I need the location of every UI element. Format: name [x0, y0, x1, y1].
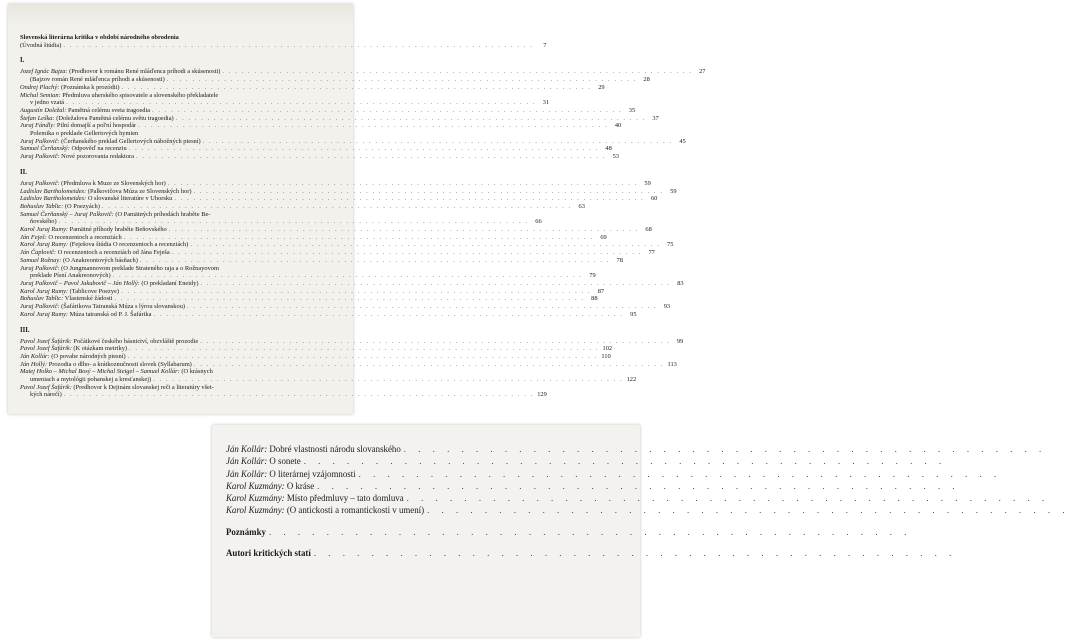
dot-leader [64, 391, 534, 399]
entry-title: Pamětná celému sveta tragoedia [66, 106, 151, 114]
entry-page-number: 53 [612, 153, 619, 161]
dot-leader [359, 468, 1001, 480]
dot-leader [427, 504, 1069, 516]
intro-page-number: 7 [543, 41, 547, 49]
entry-title: (Čerňanského preklad Gellertových nábožných piesní) [59, 137, 201, 145]
toc-entry-row [20, 376, 637, 384]
toc-entry-row [20, 76, 650, 84]
entry-page-number: 69 [600, 233, 607, 241]
entry-author: Michal Semian: [20, 91, 61, 99]
entry-page-number: 40 [614, 122, 622, 130]
toc-entry-row [20, 226, 652, 234]
entry-author: Juraj Palkovič: [20, 264, 60, 272]
toc-entry-row [20, 279, 684, 288]
dot-leader [193, 188, 663, 196]
entry-text [20, 303, 185, 311]
entry-text [20, 295, 113, 303]
dot-leader [314, 547, 956, 559]
entry-text [20, 353, 126, 361]
toc-entry-row [20, 265, 338, 273]
dot-leader [124, 234, 594, 242]
dot-leader [153, 376, 623, 384]
entry-text [30, 272, 111, 280]
entry-text [20, 280, 199, 288]
entry-text [30, 391, 62, 399]
entry-page-number: 75 [667, 241, 674, 249]
entry-text [226, 504, 424, 516]
entry-text [30, 376, 151, 384]
entry-text [20, 195, 172, 203]
toc-entry-row [20, 310, 637, 319]
toc-entry-row [20, 384, 338, 392]
entry-author: Ján Čaplovič: [20, 249, 57, 257]
entry-title: O sonete [267, 456, 301, 467]
toc-entry-row [226, 480, 586, 492]
toc-entry-row [20, 287, 605, 296]
entry-title: Odpověď na recenziu [69, 145, 127, 153]
entry-page-number: 63 [578, 202, 585, 210]
entry-text [20, 234, 122, 242]
entry-title: (O Jungmannovom preklade Strateného raja a o Rožnayovom [59, 264, 219, 272]
entry-text [20, 203, 100, 211]
entry-page-number: 29 [598, 83, 605, 91]
toc-entry-row [20, 106, 636, 115]
toc-entry-row [20, 352, 611, 361]
toc-entries-2 [226, 443, 586, 517]
dot-leader [102, 203, 572, 211]
entry-title: (Tablicove Poezye) [68, 287, 120, 295]
dot-leader [168, 180, 638, 188]
entry-page-number: 37 [652, 114, 659, 122]
dot-leader [63, 42, 533, 50]
entry-page-number: 110 [601, 352, 611, 360]
entry-page-number: 66 [535, 218, 542, 226]
entry-title: O recenzentoch a recenziách od Jána Feješa [56, 249, 170, 257]
entry-title: ňovského) [30, 218, 57, 226]
entry-text [20, 211, 210, 219]
entry-page-number: 59 [644, 179, 651, 187]
authors-row [226, 547, 586, 559]
entry-page-number: 28 [643, 76, 650, 84]
entry-title: (O Anakreontových básňach) [61, 256, 138, 264]
entry-author: Jozef Ignác Bajza: [20, 68, 68, 76]
entry-title: (Šafárikova Tatranská Múza s lýrou slovanskou) [59, 303, 186, 311]
entry-text [20, 361, 192, 369]
entry-page-number: 102 [602, 345, 613, 353]
toc-entry-row [20, 218, 542, 226]
entry-page-number: 77 [648, 249, 655, 257]
entry-author: Ján Feješ: [20, 233, 47, 241]
table-of-contents-page-2 [212, 425, 640, 637]
entry-title: (Predhovor k Dejinám slovanskej reči a literatúry všet- [71, 383, 214, 391]
dot-leader [407, 492, 1049, 504]
entry-text [20, 265, 219, 273]
entry-author: Juraj Palkovič: [20, 179, 60, 187]
entry-text [20, 107, 150, 115]
toc-entry-row [20, 202, 585, 211]
intro-subtitle: (Úvodná štúdia) [20, 41, 62, 49]
entry-author: Pavol Jozef Šafárik: [20, 383, 72, 391]
entry-title: (O krásnych [179, 368, 213, 376]
dot-leader [269, 526, 911, 538]
entry-title: Nové pozorovania redaktora [59, 153, 134, 161]
dot-leader [152, 107, 622, 115]
dot-leader [113, 272, 583, 280]
entry-text [20, 92, 218, 100]
toc-entry-row [20, 114, 659, 123]
toc-entry-row [20, 153, 619, 161]
toc-list-2 [226, 443, 586, 559]
toc-entry-row [20, 295, 598, 303]
entry-title: Polemika o preklade Gellertových hymien [30, 130, 139, 138]
page-top-shadow [8, 4, 353, 28]
entry-page-number: 99 [676, 337, 684, 345]
entry-text [226, 455, 301, 467]
entry-title: (O prekladaní Eneidy) [139, 279, 199, 287]
dot-leader [153, 311, 623, 319]
entry-text [20, 384, 214, 392]
entry-title: O kráse [284, 480, 315, 491]
dot-leader [201, 280, 671, 288]
dot-leader [200, 338, 670, 346]
entry-text [30, 218, 57, 226]
entry-title: v jedno vzatá [30, 99, 65, 107]
dot-leader [167, 76, 637, 84]
entry-title: (Predhovor k románu René mláďenca príhodi a skúsenosti) [67, 68, 221, 76]
entry-author: Augustín Doležal: [20, 106, 67, 114]
entry-page-number: 113 [667, 360, 677, 368]
entry-text [20, 84, 120, 92]
toc-entry-row [20, 368, 338, 376]
toc-sections [20, 57, 706, 399]
entry-title: Předmluva uherského spisovatele a slovenského překladatele [60, 91, 219, 99]
entry-author: Samuel Čerňanský – Juraj Palkovič: [20, 210, 114, 218]
entry-author: Ján Kollár: [20, 352, 50, 360]
toc-entry-row [226, 455, 586, 467]
entry-page-number: 129 [537, 391, 547, 399]
entry-text [226, 480, 314, 492]
entry-text [20, 153, 134, 161]
entry-title: (O Pamätných príhodách hraběte Be- [113, 210, 211, 218]
entry-author: Karol Juraj Rumy: [20, 226, 69, 234]
entry-text [20, 122, 136, 130]
notes-row [226, 526, 586, 538]
entry-page-number: 45 [679, 137, 686, 145]
entry-author: Karol Kuzmány: [226, 493, 285, 504]
dot-leader [122, 84, 592, 92]
entry-title: O recenzentoch a recenziách [46, 233, 122, 241]
section-label: II. [20, 168, 27, 176]
dot-leader [187, 303, 657, 311]
entry-title: (Poznámka k prozódii) [59, 83, 120, 91]
entry-title: Dobré vlastnosti národu slovanského [267, 444, 401, 454]
toc-entry-row [20, 130, 338, 138]
entry-title: (O antickosti a romantickosti v umení) [284, 505, 425, 516]
entry-author: Karol Kuzmány: [226, 480, 285, 491]
dot-leader [140, 257, 610, 265]
entry-page-number: 87 [597, 287, 605, 295]
toc-intro-row [20, 34, 338, 42]
entry-text [226, 443, 401, 455]
entry-author: Bohuslav Tablic: [20, 295, 64, 303]
toc-entry-row [20, 211, 338, 219]
dot-leader [203, 138, 673, 146]
dot-leader [194, 361, 664, 369]
entry-text [20, 188, 191, 196]
entry-text [226, 468, 356, 480]
entry-page-number: 122 [626, 376, 637, 384]
toc-entry-row [20, 272, 596, 280]
entry-text [20, 368, 213, 376]
entry-page-number: 27 [699, 68, 706, 76]
entry-author: Ján Kollár: [226, 444, 268, 454]
dot-leader [115, 295, 585, 303]
toc-entry-row [20, 345, 613, 353]
entry-author: Samuel Rožnay: [20, 256, 62, 264]
toc-intro-subtitle-row [20, 41, 547, 50]
entry-author: Karol Kuzmány: [226, 505, 285, 516]
toc-entry-row [20, 303, 671, 311]
toc-entry-row [226, 492, 586, 504]
entry-title: (Doležalova Pamětná celému světu tragoedia) [54, 114, 174, 122]
entry-title: Múza tatranská od P. J. Šafárika [68, 310, 152, 318]
entry-text [30, 130, 138, 138]
entry-title: umeniach a mytológii pohanskej a kresťanskej) [30, 376, 152, 384]
entry-title: kých nárečí) [30, 391, 62, 399]
dot-leader [121, 288, 591, 296]
entry-author: Pavol Jozef Šafárik: [20, 345, 72, 353]
dot-leader [129, 145, 599, 153]
toc-entry-row [226, 468, 586, 480]
entry-text [20, 115, 174, 123]
entry-text [20, 311, 151, 319]
entry-author: Ladislav Bartholomeides: [20, 187, 87, 195]
toc-entry-row [20, 92, 338, 100]
entry-page-number: 48 [605, 145, 612, 153]
entry-author: Ladislav Bartholomeides: [20, 195, 87, 203]
toc-entry-row [226, 504, 586, 516]
entry-author: Bohuslav Tablic: [20, 202, 64, 210]
toc-entry-row [20, 233, 607, 242]
dot-leader [169, 226, 639, 234]
entry-author: Štefan Leška: [20, 114, 55, 122]
entry-title: (Bajzov román René mláďenca príhodi a skúsenosti) [30, 76, 165, 84]
toc-entry-row [20, 68, 706, 76]
toc-entry-row [20, 83, 605, 92]
notes-label: Poznámky [226, 526, 266, 537]
toc-entry-row [20, 179, 651, 188]
table-of-contents-page-1 [8, 4, 706, 414]
spacer [226, 517, 586, 526]
entry-title: Prozodia o dlho- a krátkoznučnosti slovek (Syllabarum) [47, 360, 192, 368]
entry-title: (Předmluva k Muze ze Slovenských hor) [59, 179, 166, 187]
entry-author: Juraj Palkovič – Pavol Jakubovič – Ján Hollý: [20, 279, 140, 287]
intro-title: Slovenská literárna kritika v období národného obrodenia [20, 34, 179, 41]
entry-title: (Palkovičova Múza ze Slovenských hor) [86, 187, 192, 195]
entry-author: Matej Holko – Michal Bosý – Michal Steigel – Samuel Kollár: [20, 368, 180, 376]
entry-author: Juraj Palkovič: [20, 303, 60, 311]
entry-author: Juraj Fándly: [20, 122, 56, 130]
section-label: III. [20, 326, 30, 334]
entry-page-number: 79 [589, 272, 596, 280]
toc-entry-row [226, 443, 586, 455]
entry-text [20, 145, 127, 153]
toc-entry-row [20, 187, 677, 196]
entry-author: Samuel Čerňanský: [20, 145, 70, 153]
entry-author: Ján Hollý: [20, 360, 48, 368]
toc-entry-row [20, 391, 547, 399]
dot-leader [136, 153, 606, 161]
entry-title: Vlastenské žádosti [63, 295, 113, 303]
entry-title: (Feješova štúdia O recenzentoch a recenziách) [68, 241, 189, 249]
entry-title: O literárnej vzájomnosti [267, 468, 356, 479]
entry-page-number: 83 [677, 279, 684, 287]
entry-title: O slovanské literatúre v Uhorsku [86, 195, 173, 203]
entry-title: Pamätné příhody hraběte Beňovského [68, 226, 167, 234]
entry-author: Ondrej Plachý: [20, 83, 60, 91]
dot-leader [66, 99, 536, 107]
toc-entry-row [20, 99, 550, 107]
entry-title: (O povahe národných piesní) [49, 352, 126, 360]
entry-author: Juraj Palkovič: [20, 153, 60, 161]
dot-leader [404, 443, 1046, 455]
entry-page-number: 95 [630, 310, 637, 318]
entry-page-number: 68 [645, 226, 652, 234]
dot-leader [138, 122, 608, 130]
entry-page-number: 31 [542, 99, 550, 107]
entry-title: (K otázkam metriky) [71, 345, 128, 353]
dot-leader [59, 218, 529, 226]
entry-text [20, 257, 138, 265]
entry-page-number: 88 [591, 295, 598, 303]
entry-page-number: 35 [628, 106, 636, 114]
section-label: I. [20, 57, 25, 65]
entry-author: Karol Juraj Rumy: [20, 310, 69, 318]
entry-text [20, 345, 127, 353]
entry-title: Pilní domajší a pol'ní hospodár [55, 122, 137, 130]
dot-leader [304, 455, 946, 467]
toc-entry-row [20, 122, 622, 130]
entry-page-number: 93 [663, 303, 671, 311]
toc-list [20, 34, 706, 399]
spacer [226, 538, 586, 547]
entry-text [20, 288, 119, 296]
dot-leader [176, 115, 646, 123]
dot-leader [174, 195, 644, 203]
toc-entry-row [20, 195, 658, 203]
entry-page-number: 78 [616, 256, 623, 264]
entry-text [20, 249, 170, 257]
entry-title: (O Poezyách) [63, 202, 100, 210]
authors-label: Autori kritických statí [226, 548, 311, 559]
entry-author: Ján Kollár: [226, 456, 268, 467]
entry-text [20, 68, 220, 76]
entry-author: Karol Juraj Rumy: [20, 287, 69, 295]
entry-author: Karol Juraj Rumy: [20, 241, 69, 249]
entry-page-number: 59 [670, 187, 677, 195]
entry-author: Juraj Palkovič: [20, 137, 60, 145]
entry-title: Počátkové českého básnictví, obzvláště prozodie [71, 337, 199, 345]
entry-text [20, 226, 167, 234]
dot-leader [317, 480, 959, 492]
toc-entry-row [20, 145, 612, 153]
entry-title: preklade Písní Anakreonových) [30, 272, 111, 280]
dot-leader [172, 249, 642, 257]
entry-text [30, 99, 64, 107]
entry-author: Ján Kollár: [226, 468, 268, 479]
dot-leader [128, 353, 598, 361]
dot-leader [129, 345, 599, 353]
entry-text [226, 492, 404, 504]
entry-page-number: 60 [650, 195, 658, 203]
dot-leader [190, 241, 660, 249]
entry-text [30, 76, 165, 84]
toc-entry-row [20, 360, 677, 369]
dot-leader [222, 68, 692, 76]
entry-text [20, 180, 166, 188]
entry-author: Pavol Jozef Šafárik: [20, 337, 72, 345]
entry-title: Místo předmluvy – tato domluva [284, 493, 404, 504]
toc-entry-row [20, 249, 655, 257]
toc-entry-row [20, 256, 623, 265]
